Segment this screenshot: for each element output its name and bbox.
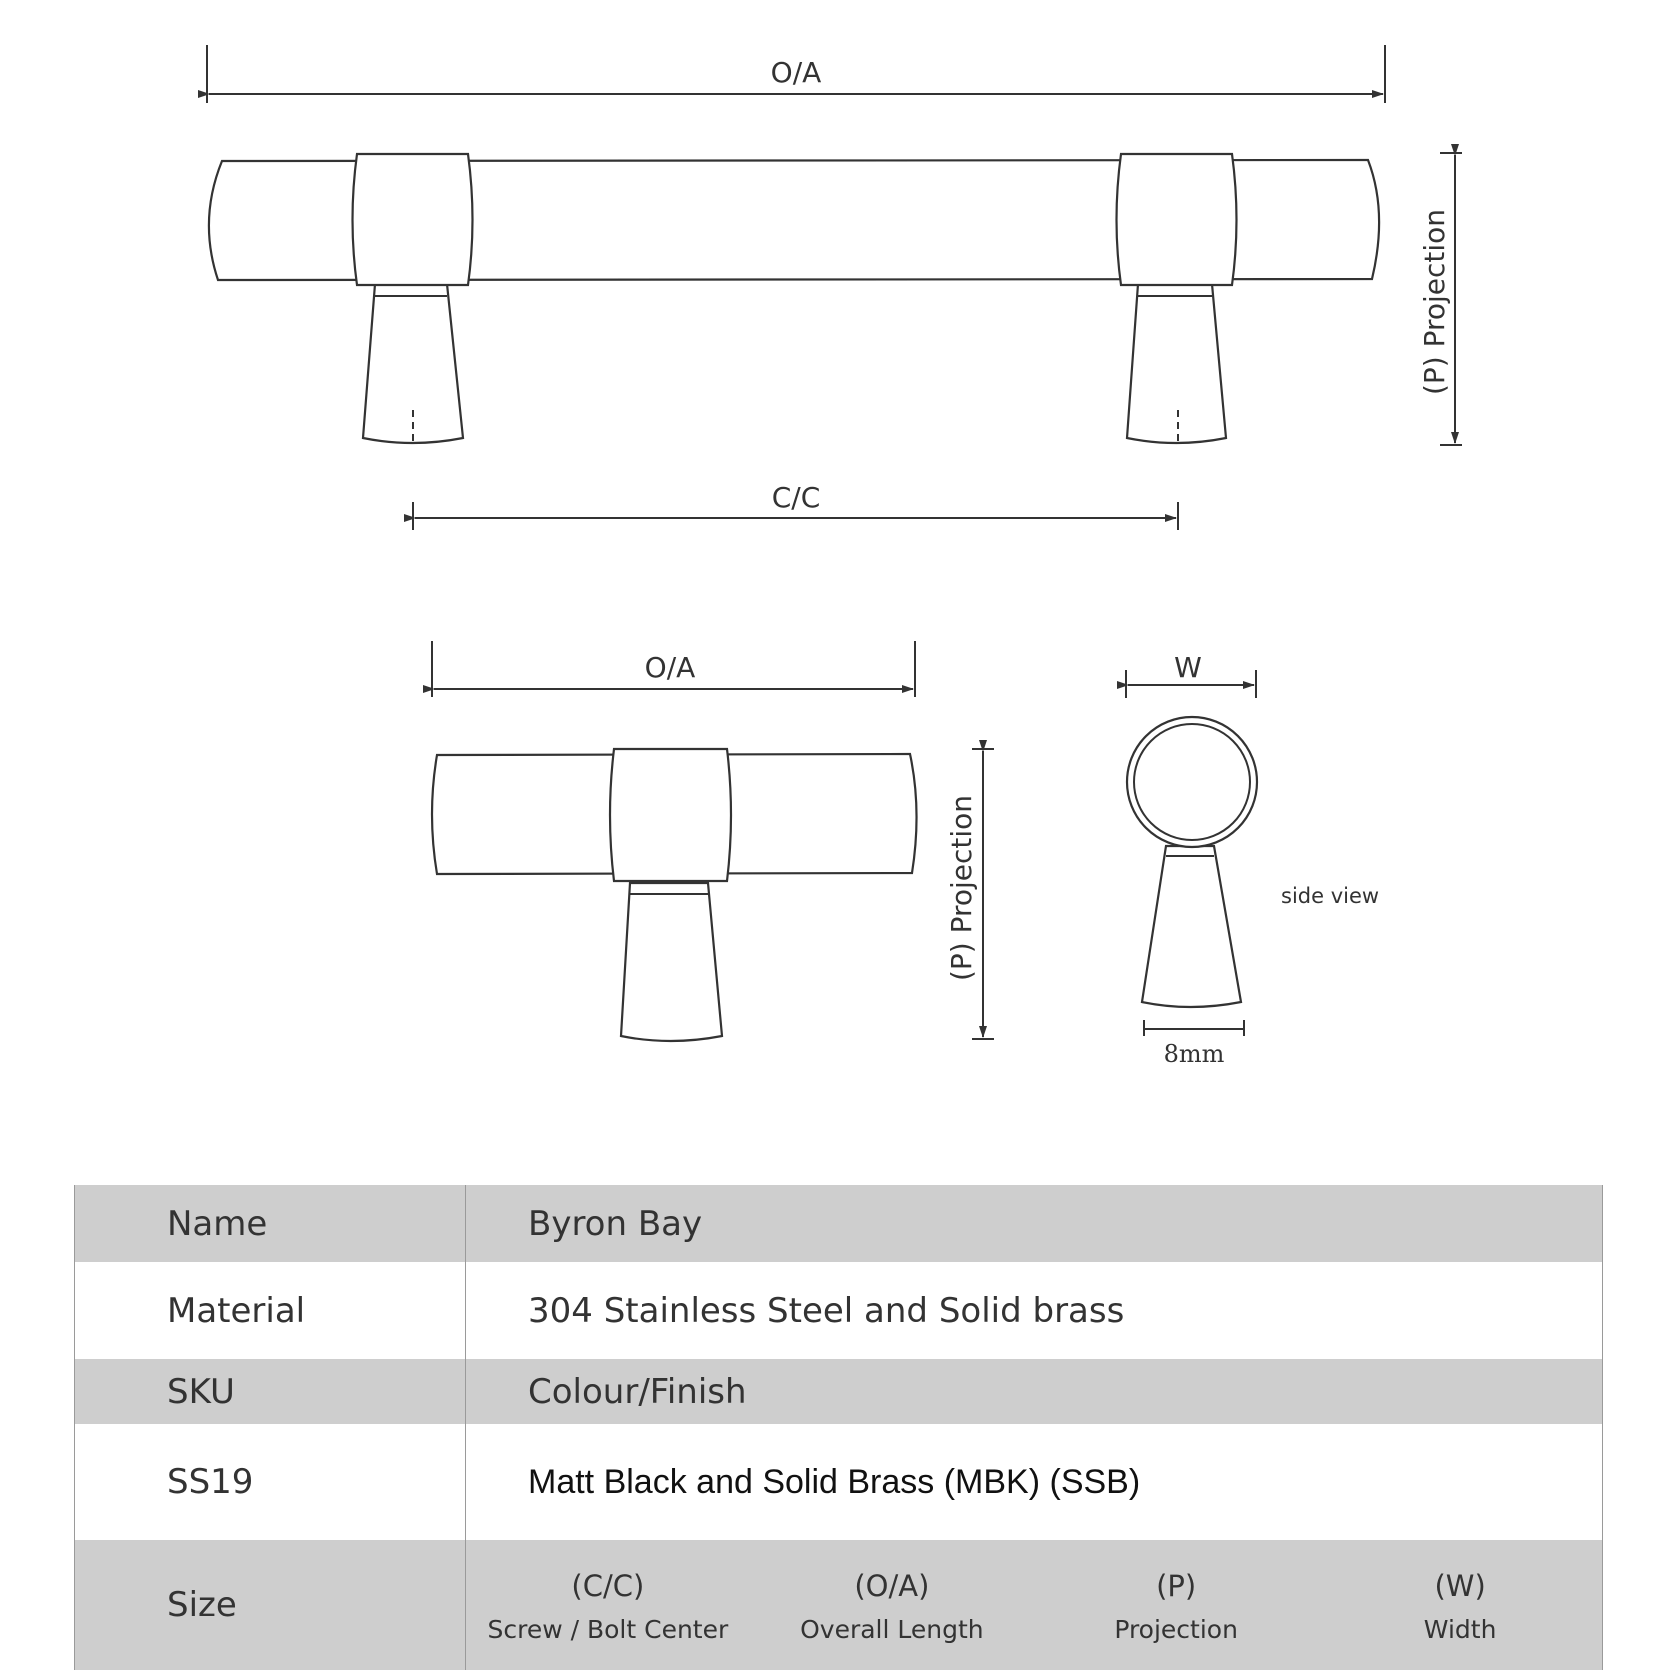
size-w-code: (W) (1434, 1568, 1486, 1603)
table-row-sku (75, 1424, 1603, 1540)
width-label: W (1174, 651, 1202, 684)
material-label: Material (75, 1262, 466, 1359)
t-knob-front-view (432, 641, 994, 1041)
size-p-code: (P) (1156, 1568, 1197, 1603)
side-view-caption: side view (1281, 884, 1380, 908)
table-row-sku-header (75, 1359, 1603, 1424)
colour-finish-label: Colour/Finish (466, 1359, 1603, 1424)
sku-value: SS19 (75, 1424, 466, 1540)
size-p-cell (1034, 1540, 1318, 1670)
size-cc-desc: Screw / Bolt Center (487, 1614, 729, 1644)
size-cc-cell (466, 1540, 750, 1670)
size-label: Size (75, 1540, 466, 1670)
size-oa-desc: Overall Length (800, 1614, 984, 1644)
knob-projection-label: (P) Projection (945, 794, 978, 982)
pull-handle-front-view (207, 45, 1462, 530)
knob-overall-length-label: O/A (644, 651, 696, 684)
table-row-size (75, 1540, 1603, 1670)
material-value: 304 Stainless Steel and Solid brass (528, 1290, 1125, 1331)
name-value: Byron Bay (466, 1185, 1603, 1262)
base-width-label: 8mm (1163, 1040, 1225, 1068)
name-label: Name (75, 1185, 466, 1262)
table-row-name (75, 1185, 1603, 1262)
center-to-center-label: C/C (771, 481, 821, 514)
overall-length-label: O/A (770, 56, 822, 89)
size-oa-code: (O/A) (854, 1568, 930, 1603)
size-w-cell (1318, 1540, 1602, 1670)
size-oa-cell (750, 1540, 1034, 1670)
side-view (1126, 651, 1379, 1068)
size-p-desc: Projection (1114, 1614, 1238, 1644)
table-row-material (75, 1262, 1603, 1359)
colour-finish-value: Matt Black and Solid Brass (MBK) (SSB) (528, 1462, 1141, 1501)
spec-table (74, 1185, 1603, 1670)
sku-label: SKU (75, 1359, 466, 1424)
size-cc-code: (C/C) (571, 1568, 645, 1603)
projection-label: (P) Projection (1418, 208, 1451, 396)
size-w-desc: Width (1423, 1614, 1497, 1644)
